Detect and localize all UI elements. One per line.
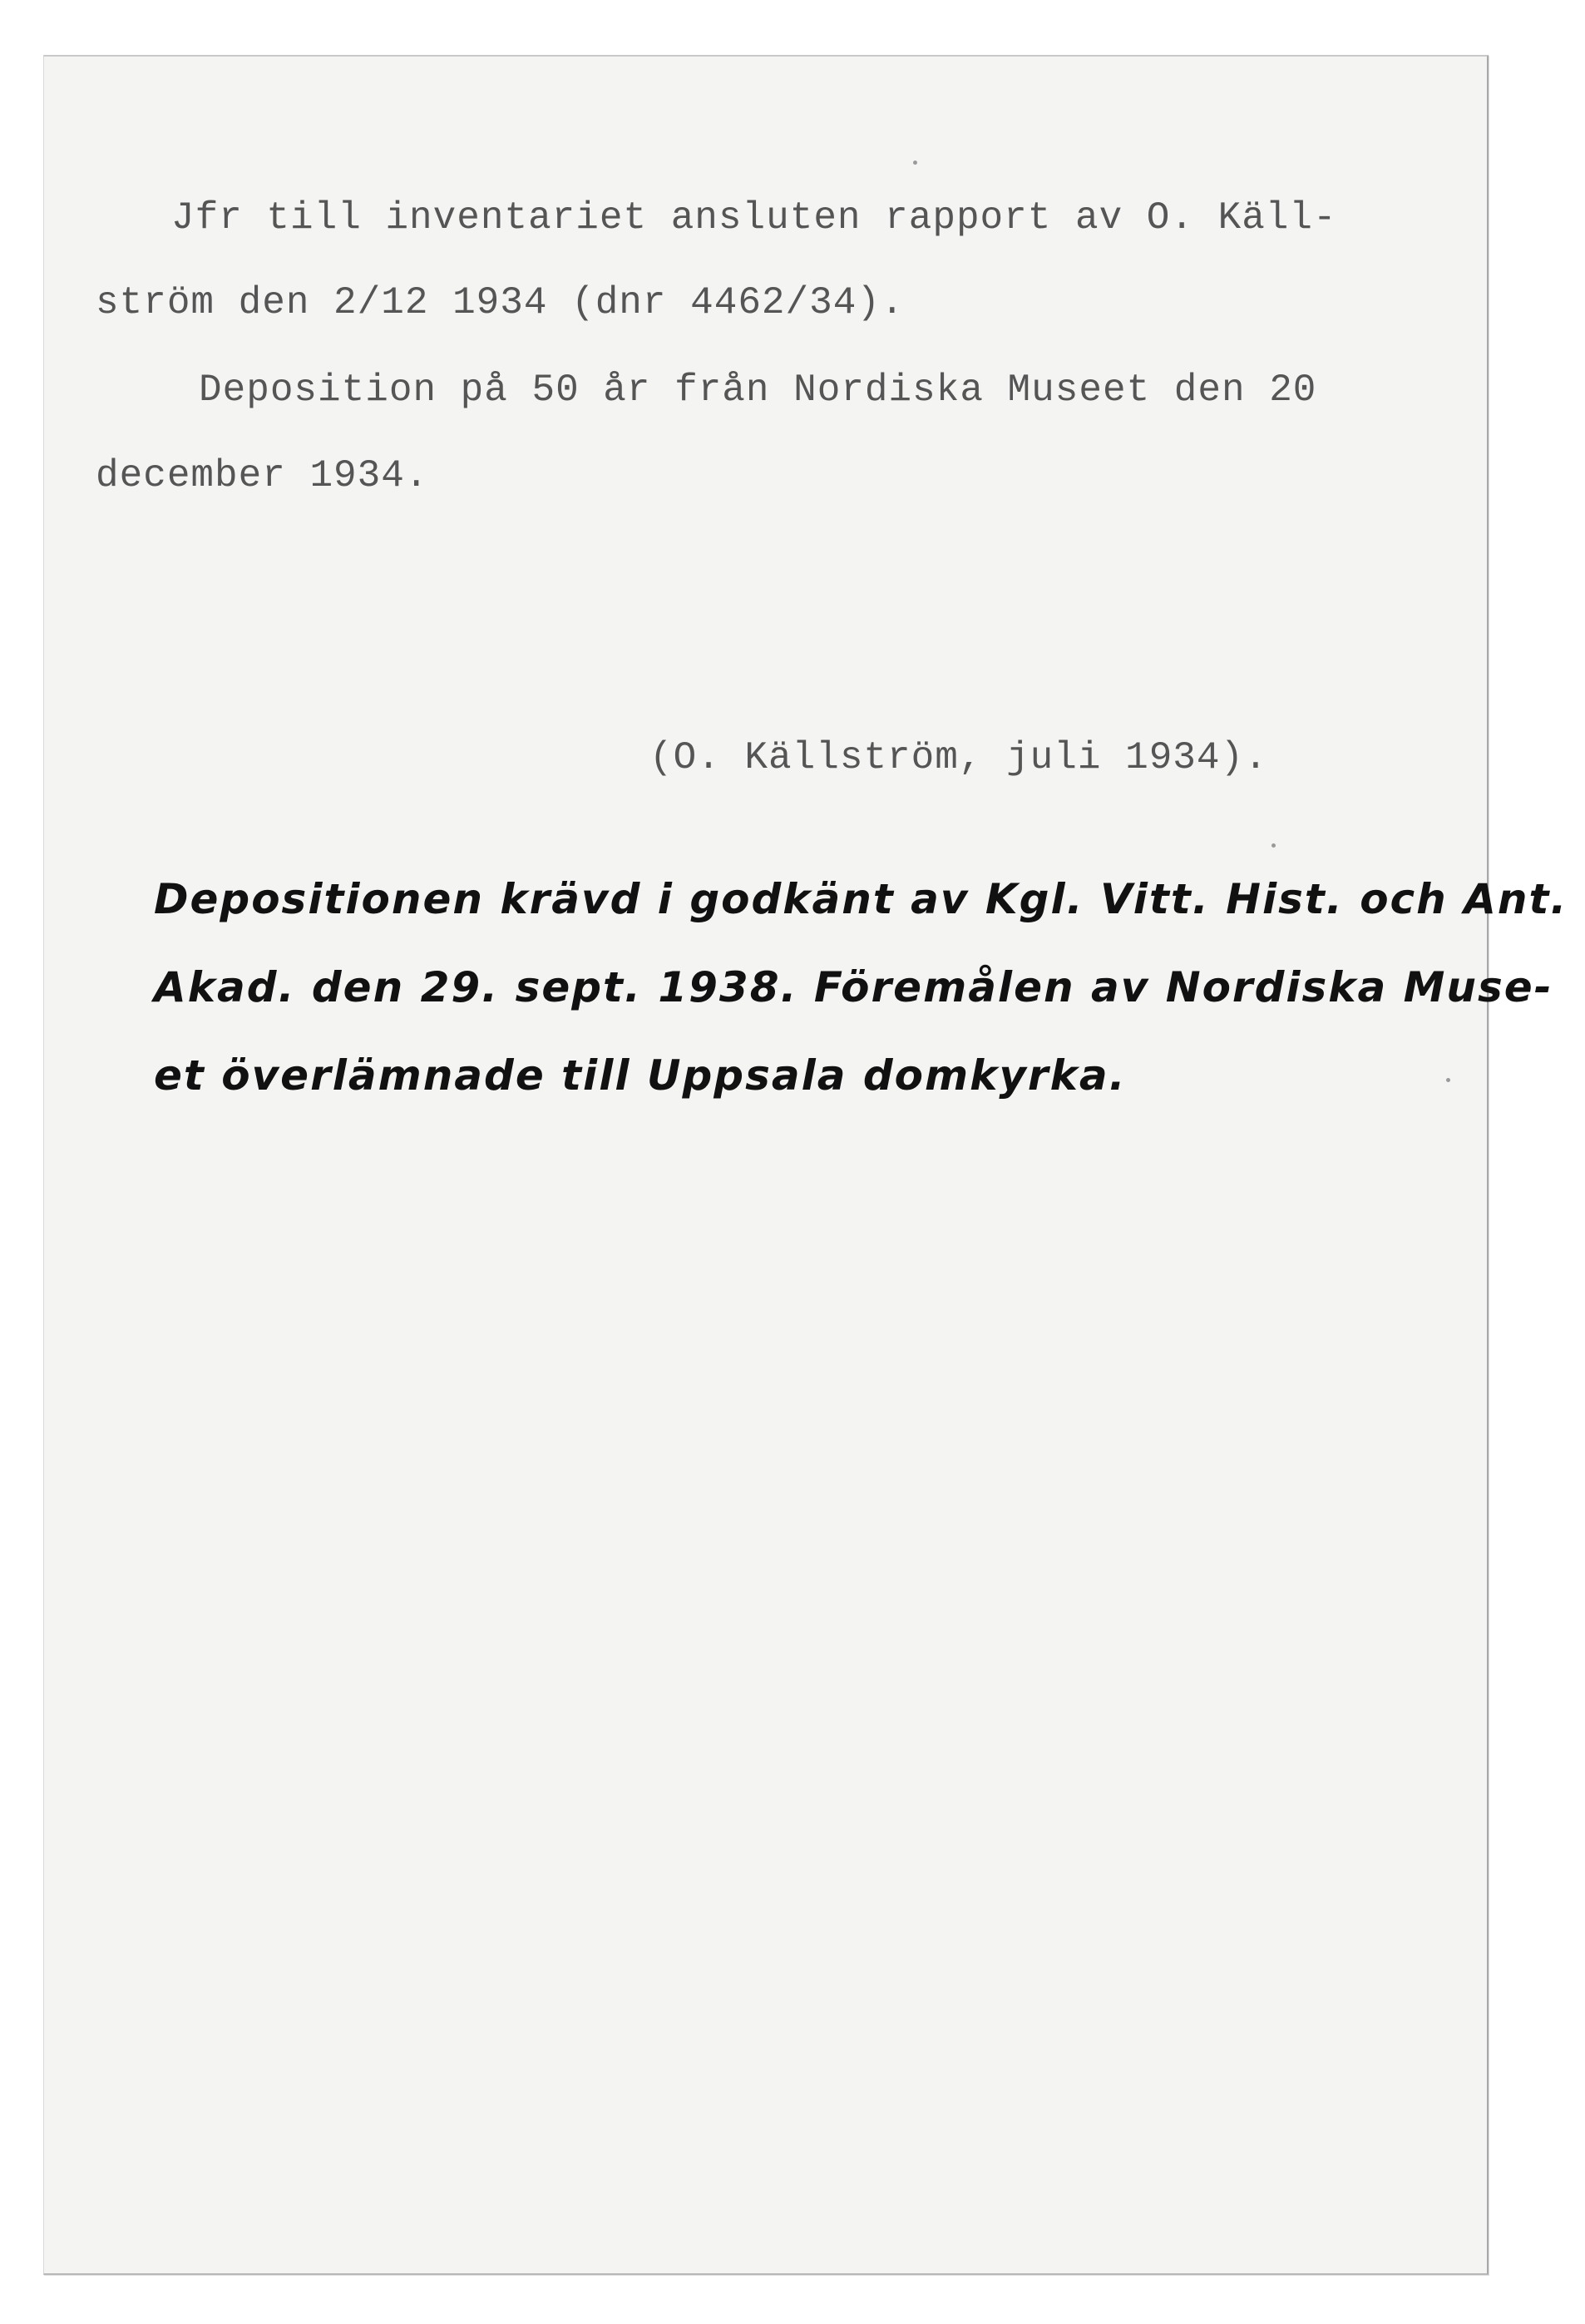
typed-line-2: ström den 2/12 1934 (dnr 4462/34). [96, 281, 905, 324]
handwritten-line-3: et överlämnade till Uppsala domkyrka. [154, 1051, 1127, 1100]
handwritten-line-2: Akad. den 29. sept. 1938. Föremålen av Nordiska Muse- [154, 963, 1553, 1011]
paper-speck [1271, 843, 1276, 848]
paper-speck [1446, 1078, 1450, 1082]
typed-line-3: Deposition på 50 år från Nordiska Museet den 20 [199, 368, 1317, 412]
typed-line-1: Jfr till inventariet ansluten rapport av O. Käll- [171, 196, 1337, 240]
typed-signature: (O. Källström, juli 1934). [649, 736, 1268, 779]
archive-card [43, 55, 1568, 2275]
typed-line-4: december 1934. [96, 454, 429, 497]
handwritten-line-1: Depositionen krävd i godkänt av Kgl. Vitt. Hist. och Ant. [154, 875, 1568, 923]
paper-speck [913, 161, 917, 165]
